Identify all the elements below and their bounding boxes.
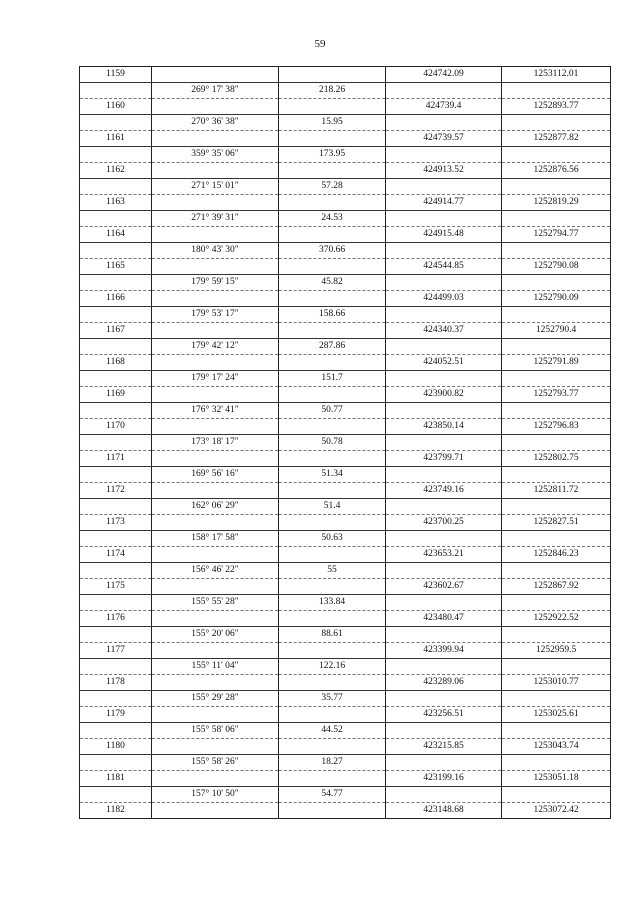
coordinate-table — [79, 66, 611, 819]
point-id-cell: 1159 — [80, 67, 152, 83]
empty-length-cell — [279, 675, 386, 691]
page-number: 59 — [314, 38, 326, 50]
bearing-angle-cell: 179° 53' 17" — [152, 307, 279, 323]
bearing-angle-cell: 155° 55' 28" — [152, 595, 279, 611]
y-coordinate-cell: 1252802.75 — [502, 451, 611, 467]
x-coordinate-cell: 423148.68 — [386, 803, 502, 819]
segment-row — [80, 691, 611, 707]
segment-row — [80, 147, 611, 163]
empty-y-cell — [502, 595, 611, 611]
empty-y-cell — [502, 563, 611, 579]
x-coordinate-cell: 423399.94 — [386, 643, 502, 659]
empty-id-cell — [80, 787, 152, 803]
segment-row — [80, 659, 611, 675]
empty-length-cell — [279, 643, 386, 659]
point-row — [80, 99, 611, 115]
empty-x-cell — [386, 147, 502, 163]
segment-length-cell: 35.77 — [279, 691, 386, 707]
point-row — [80, 515, 611, 531]
empty-id-cell — [80, 147, 152, 163]
empty-y-cell — [502, 243, 611, 259]
empty-length-cell — [279, 451, 386, 467]
empty-length-cell — [279, 323, 386, 339]
empty-angle-cell — [152, 323, 279, 339]
y-coordinate-cell: 1252876.56 — [502, 163, 611, 179]
segment-row — [80, 723, 611, 739]
empty-length-cell — [279, 227, 386, 243]
segment-row — [80, 211, 611, 227]
empty-x-cell — [386, 691, 502, 707]
point-id-cell: 1166 — [80, 291, 152, 307]
empty-id-cell — [80, 595, 152, 611]
segment-row — [80, 787, 611, 803]
point-id-cell: 1162 — [80, 163, 152, 179]
bearing-angle-cell: 155° 20' 06" — [152, 627, 279, 643]
x-coordinate-cell: 423799.71 — [386, 451, 502, 467]
empty-angle-cell — [152, 195, 279, 211]
segment-row — [80, 403, 611, 419]
point-id-cell: 1175 — [80, 579, 152, 595]
empty-y-cell — [502, 723, 611, 739]
point-row — [80, 387, 611, 403]
empty-angle-cell — [152, 163, 279, 179]
segment-row — [80, 563, 611, 579]
bearing-angle-cell: 271° 15' 01" — [152, 179, 279, 195]
empty-angle-cell — [152, 707, 279, 723]
bearing-angle-cell: 269° 17' 38" — [152, 83, 279, 99]
x-coordinate-cell: 423199.16 — [386, 771, 502, 787]
segment-row — [80, 179, 611, 195]
point-row — [80, 419, 611, 435]
empty-angle-cell — [152, 387, 279, 403]
y-coordinate-cell: 1252893.77 — [502, 99, 611, 115]
y-coordinate-cell: 1253010.77 — [502, 675, 611, 691]
empty-id-cell — [80, 83, 152, 99]
segment-row — [80, 83, 611, 99]
empty-id-cell — [80, 339, 152, 355]
segment-length-cell: 173.95 — [279, 147, 386, 163]
empty-length-cell — [279, 739, 386, 755]
empty-x-cell — [386, 211, 502, 227]
y-coordinate-cell: 1252959.5 — [502, 643, 611, 659]
empty-length-cell — [279, 99, 386, 115]
empty-id-cell — [80, 499, 152, 515]
empty-id-cell — [80, 627, 152, 643]
empty-length-cell — [279, 387, 386, 403]
empty-id-cell — [80, 307, 152, 323]
segment-length-cell: 50.77 — [279, 403, 386, 419]
point-row — [80, 739, 611, 755]
x-coordinate-cell: 423900.82 — [386, 387, 502, 403]
x-coordinate-cell: 424915.48 — [386, 227, 502, 243]
empty-id-cell — [80, 691, 152, 707]
point-id-cell: 1178 — [80, 675, 152, 691]
point-id-cell: 1182 — [80, 803, 152, 819]
point-row — [80, 611, 611, 627]
empty-angle-cell — [152, 131, 279, 147]
empty-x-cell — [386, 659, 502, 675]
bearing-angle-cell: 155° 11' 04" — [152, 659, 279, 675]
empty-length-cell — [279, 131, 386, 147]
bearing-angle-cell: 157° 10' 50" — [152, 787, 279, 803]
x-coordinate-cell: 423480.47 — [386, 611, 502, 627]
segment-length-cell: 151.7 — [279, 371, 386, 387]
empty-id-cell — [80, 755, 152, 771]
segment-row — [80, 435, 611, 451]
empty-length-cell — [279, 803, 386, 819]
point-id-cell: 1172 — [80, 483, 152, 499]
empty-x-cell — [386, 723, 502, 739]
y-coordinate-cell: 1253072.42 — [502, 803, 611, 819]
x-coordinate-cell: 423700.25 — [386, 515, 502, 531]
empty-length-cell — [279, 579, 386, 595]
empty-y-cell — [502, 275, 611, 291]
bearing-angle-cell: 179° 17' 24" — [152, 371, 279, 387]
empty-length-cell — [279, 355, 386, 371]
bearing-angle-cell: 173° 18' 17" — [152, 435, 279, 451]
point-id-cell: 1176 — [80, 611, 152, 627]
segment-row — [80, 499, 611, 515]
empty-y-cell — [502, 147, 611, 163]
empty-x-cell — [386, 787, 502, 803]
y-coordinate-cell: 1252877.82 — [502, 131, 611, 147]
empty-angle-cell — [152, 803, 279, 819]
segment-length-cell: 50.63 — [279, 531, 386, 547]
empty-x-cell — [386, 563, 502, 579]
bearing-angle-cell: 156° 46' 22" — [152, 563, 279, 579]
empty-angle-cell — [152, 67, 279, 83]
segment-length-cell: 24.53 — [279, 211, 386, 227]
segment-length-cell: 88.61 — [279, 627, 386, 643]
empty-angle-cell — [152, 227, 279, 243]
point-row — [80, 67, 611, 83]
segment-row — [80, 339, 611, 355]
segment-row — [80, 467, 611, 483]
segment-length-cell: 50.78 — [279, 435, 386, 451]
point-id-cell: 1161 — [80, 131, 152, 147]
empty-length-cell — [279, 707, 386, 723]
empty-y-cell — [502, 83, 611, 99]
point-row — [80, 195, 611, 211]
y-coordinate-cell: 1253043.74 — [502, 739, 611, 755]
empty-y-cell — [502, 627, 611, 643]
point-row — [80, 803, 611, 819]
bearing-angle-cell: 155° 58' 06" — [152, 723, 279, 739]
empty-y-cell — [502, 339, 611, 355]
empty-x-cell — [386, 275, 502, 291]
empty-length-cell — [279, 515, 386, 531]
y-coordinate-cell: 1252790.4 — [502, 323, 611, 339]
point-id-cell: 1171 — [80, 451, 152, 467]
empty-id-cell — [80, 531, 152, 547]
empty-x-cell — [386, 627, 502, 643]
bearing-angle-cell: 176° 32' 41" — [152, 403, 279, 419]
empty-angle-cell — [152, 451, 279, 467]
point-id-cell: 1170 — [80, 419, 152, 435]
segment-row — [80, 243, 611, 259]
bearing-angle-cell: 179° 59' 15" — [152, 275, 279, 291]
segment-length-cell: 51.34 — [279, 467, 386, 483]
bearing-angle-cell: 169° 56' 16" — [152, 467, 279, 483]
y-coordinate-cell: 1253112.01 — [502, 67, 611, 83]
x-coordinate-cell: 424913.52 — [386, 163, 502, 179]
empty-length-cell — [279, 195, 386, 211]
point-id-cell: 1165 — [80, 259, 152, 275]
empty-y-cell — [502, 307, 611, 323]
segment-row — [80, 307, 611, 323]
x-coordinate-cell: 424499.03 — [386, 291, 502, 307]
empty-length-cell — [279, 163, 386, 179]
empty-angle-cell — [152, 579, 279, 595]
segment-row — [80, 755, 611, 771]
empty-length-cell — [279, 771, 386, 787]
empty-id-cell — [80, 211, 152, 227]
point-row — [80, 451, 611, 467]
empty-y-cell — [502, 179, 611, 195]
empty-angle-cell — [152, 291, 279, 307]
x-coordinate-cell: 423256.51 — [386, 707, 502, 723]
empty-id-cell — [80, 403, 152, 419]
segment-length-cell: 15.95 — [279, 115, 386, 131]
segment-length-cell: 122.16 — [279, 659, 386, 675]
x-coordinate-cell: 424739.4 — [386, 99, 502, 115]
point-id-cell: 1160 — [80, 99, 152, 115]
empty-length-cell — [279, 67, 386, 83]
y-coordinate-cell: 1252867.92 — [502, 579, 611, 595]
point-id-cell: 1164 — [80, 227, 152, 243]
y-coordinate-cell: 1252827.51 — [502, 515, 611, 531]
y-coordinate-cell: 1252790.08 — [502, 259, 611, 275]
empty-x-cell — [386, 115, 502, 131]
x-coordinate-cell: 424739.57 — [386, 131, 502, 147]
segment-length-cell: 218.26 — [279, 83, 386, 99]
segment-length-cell: 370.66 — [279, 243, 386, 259]
empty-length-cell — [279, 547, 386, 563]
y-coordinate-cell: 1252794.77 — [502, 227, 611, 243]
segment-length-cell: 55 — [279, 563, 386, 579]
empty-angle-cell — [152, 483, 279, 499]
empty-length-cell — [279, 611, 386, 627]
empty-angle-cell — [152, 515, 279, 531]
x-coordinate-cell: 423602.67 — [386, 579, 502, 595]
segment-row — [80, 371, 611, 387]
point-row — [80, 163, 611, 179]
y-coordinate-cell: 1252791.89 — [502, 355, 611, 371]
point-row — [80, 355, 611, 371]
segment-row — [80, 531, 611, 547]
empty-y-cell — [502, 115, 611, 131]
empty-id-cell — [80, 467, 152, 483]
point-id-cell: 1180 — [80, 739, 152, 755]
empty-angle-cell — [152, 355, 279, 371]
empty-id-cell — [80, 115, 152, 131]
empty-id-cell — [80, 659, 152, 675]
x-coordinate-cell: 424052.51 — [386, 355, 502, 371]
empty-id-cell — [80, 275, 152, 291]
bearing-angle-cell: 155° 29' 28" — [152, 691, 279, 707]
point-row — [80, 259, 611, 275]
bearing-angle-cell: 180° 43' 30" — [152, 243, 279, 259]
segment-length-cell: 158.66 — [279, 307, 386, 323]
x-coordinate-cell: 423653.21 — [386, 547, 502, 563]
y-coordinate-cell: 1253051.18 — [502, 771, 611, 787]
empty-y-cell — [502, 403, 611, 419]
empty-y-cell — [502, 371, 611, 387]
empty-length-cell — [279, 419, 386, 435]
empty-id-cell — [80, 371, 152, 387]
empty-angle-cell — [152, 547, 279, 563]
empty-y-cell — [502, 691, 611, 707]
y-coordinate-cell: 1252793.77 — [502, 387, 611, 403]
segment-length-cell: 133.84 — [279, 595, 386, 611]
point-id-cell: 1173 — [80, 515, 152, 531]
bearing-angle-cell: 155° 58' 26" — [152, 755, 279, 771]
segment-row — [80, 595, 611, 611]
y-coordinate-cell: 1252819.29 — [502, 195, 611, 211]
empty-x-cell — [386, 243, 502, 259]
point-row — [80, 547, 611, 563]
empty-length-cell — [279, 483, 386, 499]
empty-angle-cell — [152, 739, 279, 755]
bearing-angle-cell: 359° 35' 06" — [152, 147, 279, 163]
empty-y-cell — [502, 659, 611, 675]
empty-id-cell — [80, 435, 152, 451]
x-coordinate-cell: 423289.06 — [386, 675, 502, 691]
empty-x-cell — [386, 499, 502, 515]
empty-y-cell — [502, 755, 611, 771]
x-coordinate-cell: 424340.37 — [386, 323, 502, 339]
bearing-angle-cell: 270° 36' 38" — [152, 115, 279, 131]
y-coordinate-cell: 1253025.61 — [502, 707, 611, 723]
bearing-angle-cell: 271° 39' 31" — [152, 211, 279, 227]
point-row — [80, 323, 611, 339]
empty-x-cell — [386, 179, 502, 195]
bearing-angle-cell: 158° 17' 58" — [152, 531, 279, 547]
empty-id-cell — [80, 563, 152, 579]
empty-angle-cell — [152, 99, 279, 115]
empty-id-cell — [80, 243, 152, 259]
empty-x-cell — [386, 307, 502, 323]
empty-y-cell — [502, 787, 611, 803]
segment-length-cell: 54.77 — [279, 787, 386, 803]
point-row — [80, 675, 611, 691]
point-row — [80, 131, 611, 147]
point-id-cell: 1167 — [80, 323, 152, 339]
empty-x-cell — [386, 403, 502, 419]
y-coordinate-cell: 1252790.09 — [502, 291, 611, 307]
empty-x-cell — [386, 83, 502, 99]
x-coordinate-cell: 424914.77 — [386, 195, 502, 211]
point-row — [80, 227, 611, 243]
y-coordinate-cell: 1252922.52 — [502, 611, 611, 627]
empty-angle-cell — [152, 611, 279, 627]
y-coordinate-cell: 1252796.83 — [502, 419, 611, 435]
empty-id-cell — [80, 723, 152, 739]
point-row — [80, 579, 611, 595]
x-coordinate-cell: 424742.09 — [386, 67, 502, 83]
empty-angle-cell — [152, 643, 279, 659]
segment-length-cell: 45.82 — [279, 275, 386, 291]
point-row — [80, 483, 611, 499]
empty-x-cell — [386, 467, 502, 483]
point-row — [80, 291, 611, 307]
point-id-cell: 1168 — [80, 355, 152, 371]
point-id-cell: 1174 — [80, 547, 152, 563]
empty-y-cell — [502, 467, 611, 483]
bearing-angle-cell: 179° 42' 12" — [152, 339, 279, 355]
empty-x-cell — [386, 435, 502, 451]
segment-row — [80, 115, 611, 131]
y-coordinate-cell: 1252811.72 — [502, 483, 611, 499]
x-coordinate-cell: 423215.85 — [386, 739, 502, 755]
x-coordinate-cell: 424544.85 — [386, 259, 502, 275]
segment-length-cell: 44.52 — [279, 723, 386, 739]
point-id-cell: 1163 — [80, 195, 152, 211]
x-coordinate-cell: 423850.14 — [386, 419, 502, 435]
segment-length-cell: 51.4 — [279, 499, 386, 515]
segment-row — [80, 627, 611, 643]
segment-length-cell: 57.28 — [279, 179, 386, 195]
point-row — [80, 707, 611, 723]
empty-y-cell — [502, 435, 611, 451]
empty-x-cell — [386, 531, 502, 547]
empty-angle-cell — [152, 675, 279, 691]
empty-x-cell — [386, 755, 502, 771]
empty-x-cell — [386, 339, 502, 355]
x-coordinate-cell: 423749.16 — [386, 483, 502, 499]
empty-id-cell — [80, 179, 152, 195]
empty-angle-cell — [152, 419, 279, 435]
empty-angle-cell — [152, 259, 279, 275]
point-id-cell: 1169 — [80, 387, 152, 403]
point-id-cell: 1177 — [80, 643, 152, 659]
empty-y-cell — [502, 531, 611, 547]
empty-x-cell — [386, 595, 502, 611]
empty-angle-cell — [152, 771, 279, 787]
segment-length-cell: 18.27 — [279, 755, 386, 771]
segment-length-cell: 287.86 — [279, 339, 386, 355]
empty-y-cell — [502, 211, 611, 227]
segment-row — [80, 275, 611, 291]
empty-y-cell — [502, 499, 611, 515]
empty-length-cell — [279, 259, 386, 275]
point-row — [80, 643, 611, 659]
bearing-angle-cell: 162° 06' 29" — [152, 499, 279, 515]
empty-x-cell — [386, 371, 502, 387]
empty-length-cell — [279, 291, 386, 307]
y-coordinate-cell: 1252846.23 — [502, 547, 611, 563]
point-id-cell: 1179 — [80, 707, 152, 723]
point-id-cell: 1181 — [80, 771, 152, 787]
point-row — [80, 771, 611, 787]
